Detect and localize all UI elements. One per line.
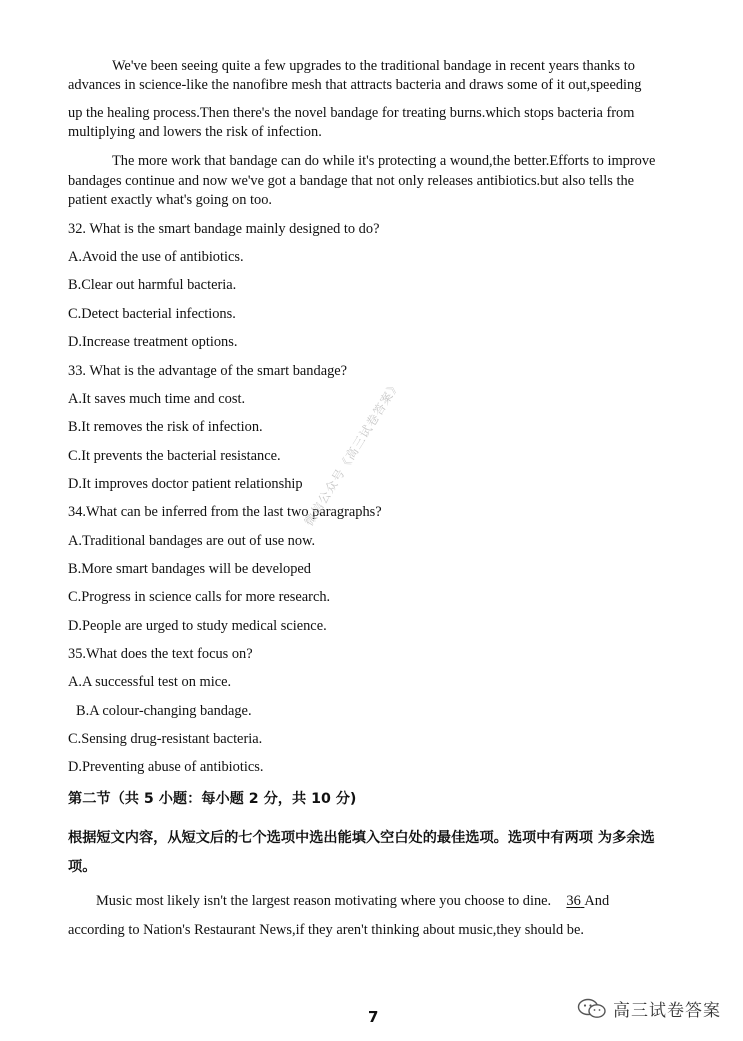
brand-logo: [577, 996, 721, 1021]
passage-line: advances in science-like the nanofibre mesh that attracts bacteria and draws some of it out,speeding: [68, 77, 642, 93]
section-instruction: 根据短文内容，从短文后的七个选项中选出能填入空白处的最佳选项。选项中有两项 为多余选: [68, 830, 655, 846]
passage-line: multiplying and lowers the risk of infection.: [68, 124, 322, 140]
section-heading: 第二节（共 5 小题：每小题 2 分，共 10 分): [68, 791, 357, 807]
section-instruction: 项。: [68, 859, 97, 875]
question-stem: 35.What does the text focus on?: [68, 646, 253, 662]
passage-line: according to Nation's Restaurant News,if they aren't thinking about music,they should be.: [68, 922, 584, 938]
wechat-icon: [577, 998, 607, 1020]
question-option: C.It prevents the bacterial resistance.: [68, 448, 281, 464]
passage-line: [96, 892, 609, 910]
passage-line: up the healing process.Then there's the novel bandage for treating burns.which stops bacteria from: [68, 105, 635, 121]
question-option: D.Increase treatment options.: [68, 334, 238, 350]
question-option: D.It improves doctor patient relationship: [68, 476, 303, 492]
question-option: D.People are urged to study medical science.: [68, 618, 327, 634]
question-option: A.It saves much time and cost.: [68, 391, 246, 407]
question-stem: 34.What can be inferred from the last two paragraphs?: [68, 504, 382, 520]
passage-line: We've been seeing quite a few upgrades to the traditional bandage in recent years thanks to: [112, 58, 635, 74]
page-number: 7: [368, 1008, 379, 1026]
question-option: B.It removes the risk of infection.: [68, 419, 263, 435]
question-option: C.Sensing drug-resistant bacteria.: [68, 731, 263, 747]
passage-text: Music most likely isn't the largest reason motivating where you choose to dine.: [96, 893, 552, 909]
question-option: A.A successful test on mice.: [68, 674, 232, 690]
watermark: 微信公众号《高三试卷答案》: [301, 377, 404, 529]
blank-36[interactable]: 36: [566, 893, 581, 909]
question-stem: 32. What is the smart bandage mainly designed to do?: [68, 221, 380, 237]
question-option: C.Detect bacterial infections.: [68, 306, 236, 322]
passage-text: And: [584, 893, 610, 909]
question-option: D.Preventing abuse of antibiotics.: [68, 759, 264, 775]
passage-line: The more work that bandage can do while it's protecting a wound,the better.Efforts to improve: [112, 153, 656, 169]
question-option: B.Clear out harmful bacteria.: [68, 277, 237, 293]
question-stem: 33. What is the advantage of the smart bandage?: [68, 363, 348, 379]
question-option: A.Traditional bandages are out of use now.: [68, 533, 316, 549]
question-option: B.A colour-changing bandage.: [76, 703, 252, 719]
passage-line: bandages continue and now we've got a bandage that not only releases antibiotics.but also tells the: [68, 173, 635, 189]
question-option: C.Progress in science calls for more research.: [68, 589, 331, 605]
brand-text: 高三试卷答案: [613, 1001, 721, 1021]
question-option: A.Avoid the use of antibiotics.: [68, 249, 244, 265]
passage-line: patient exactly what's going on too.: [68, 192, 273, 208]
question-option: B.More smart bandages will be developed: [68, 561, 311, 577]
